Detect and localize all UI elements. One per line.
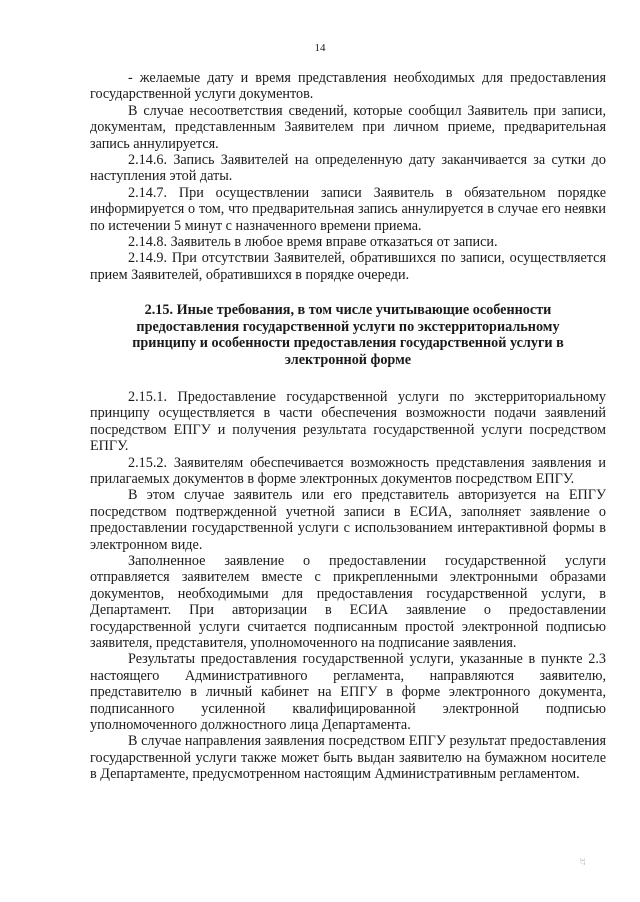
- paragraph: В случае направления заявления посредством ЕПГУ результат предоставления государственной услуги также может быть выдан заявителю на бумажном носителе в Департаменте, предусмотренном настоящим Административным регламентом.: [90, 733, 606, 783]
- page-number: 14: [314, 42, 326, 54]
- paragraph: В этом случае заявитель или его представитель авторизуется на ЕПГУ посредством подтвержденной учетной записи в ЕСИА, заполняет заявление о предоставлении государственной услуги с использованием интерактивной формы в электронном виде.: [90, 487, 606, 553]
- paragraph: Заполненное заявление о предоставлении государственной услуги отправляется заявителем вместе с прикрепленными электронными образами документов, необходимыми для предоставления государственной услуги, в Департамент. При авторизации в ЕСИА заявление о предоставлении государственной услуги считается подписанным простой электронной подписью заявителя, представителя, уполномоченного на подписание заявления.: [90, 552, 606, 651]
- paragraph: 2.15.1. Предоставление государственной услуги по экстерриториальному принципу осуществляется в части обеспечения возможности подачи заявлений посредством ЕПГУ и получения результата государственной услуги посредством ЕПГУ.: [90, 388, 606, 455]
- document-body: [90, 70, 606, 783]
- paragraph: 2.14.8. Заявитель в любое время вправе отказаться от записи.: [128, 234, 498, 251]
- paragraph: Результаты предоставления государственной услуги, указанные в пункте 2.3 настоящего Административного регламента, направляются заявителю, представителю в личный кабинет на ЕПГУ в форме электронного документа, подписанного усиленной квалифицированной электронной подписью уполномоченного должностного лица Департамента.: [90, 651, 606, 734]
- paragraph: 2.15.2. Заявителям обеспечивается возможность представления заявления и прилагаемых документов в форме электронных документов посредством ЕПГУ.: [90, 454, 606, 487]
- paragraph: - желаемые дату и время представления необходимых для предоставления государственной услуги документов.: [90, 70, 606, 103]
- paragraph: 2.14.9. При отсутствии Заявителей, обратившихся по записи, осуществляется прием Заявителей, обратившихся в порядке очереди.: [90, 250, 606, 283]
- margin-mark: 37: [578, 858, 586, 865]
- section-heading: 2.15. Иные требования, в том числе учитывающие особенности предоставления государственной услуги по экстерриториальному принципу и особенности предоставления государственной услуги в электронной форме: [132, 302, 564, 368]
- paragraph: 2.14.6. Запись Заявителей на определенную дату заканчивается за сутки до наступления этой даты.: [90, 152, 606, 185]
- paragraph: В случае несоответствия сведений, которые сообщил Заявитель при записи, документам, представленным Заявителем при личном приеме, предварительная запись аннулируется.: [90, 102, 606, 152]
- paragraph: 2.14.7. При осуществлении записи Заявитель в обязательном порядке информируется о том, что предварительная запись аннулируется в случае его неявки по истечении 5 минут с назначенного времени приема.: [90, 184, 606, 234]
